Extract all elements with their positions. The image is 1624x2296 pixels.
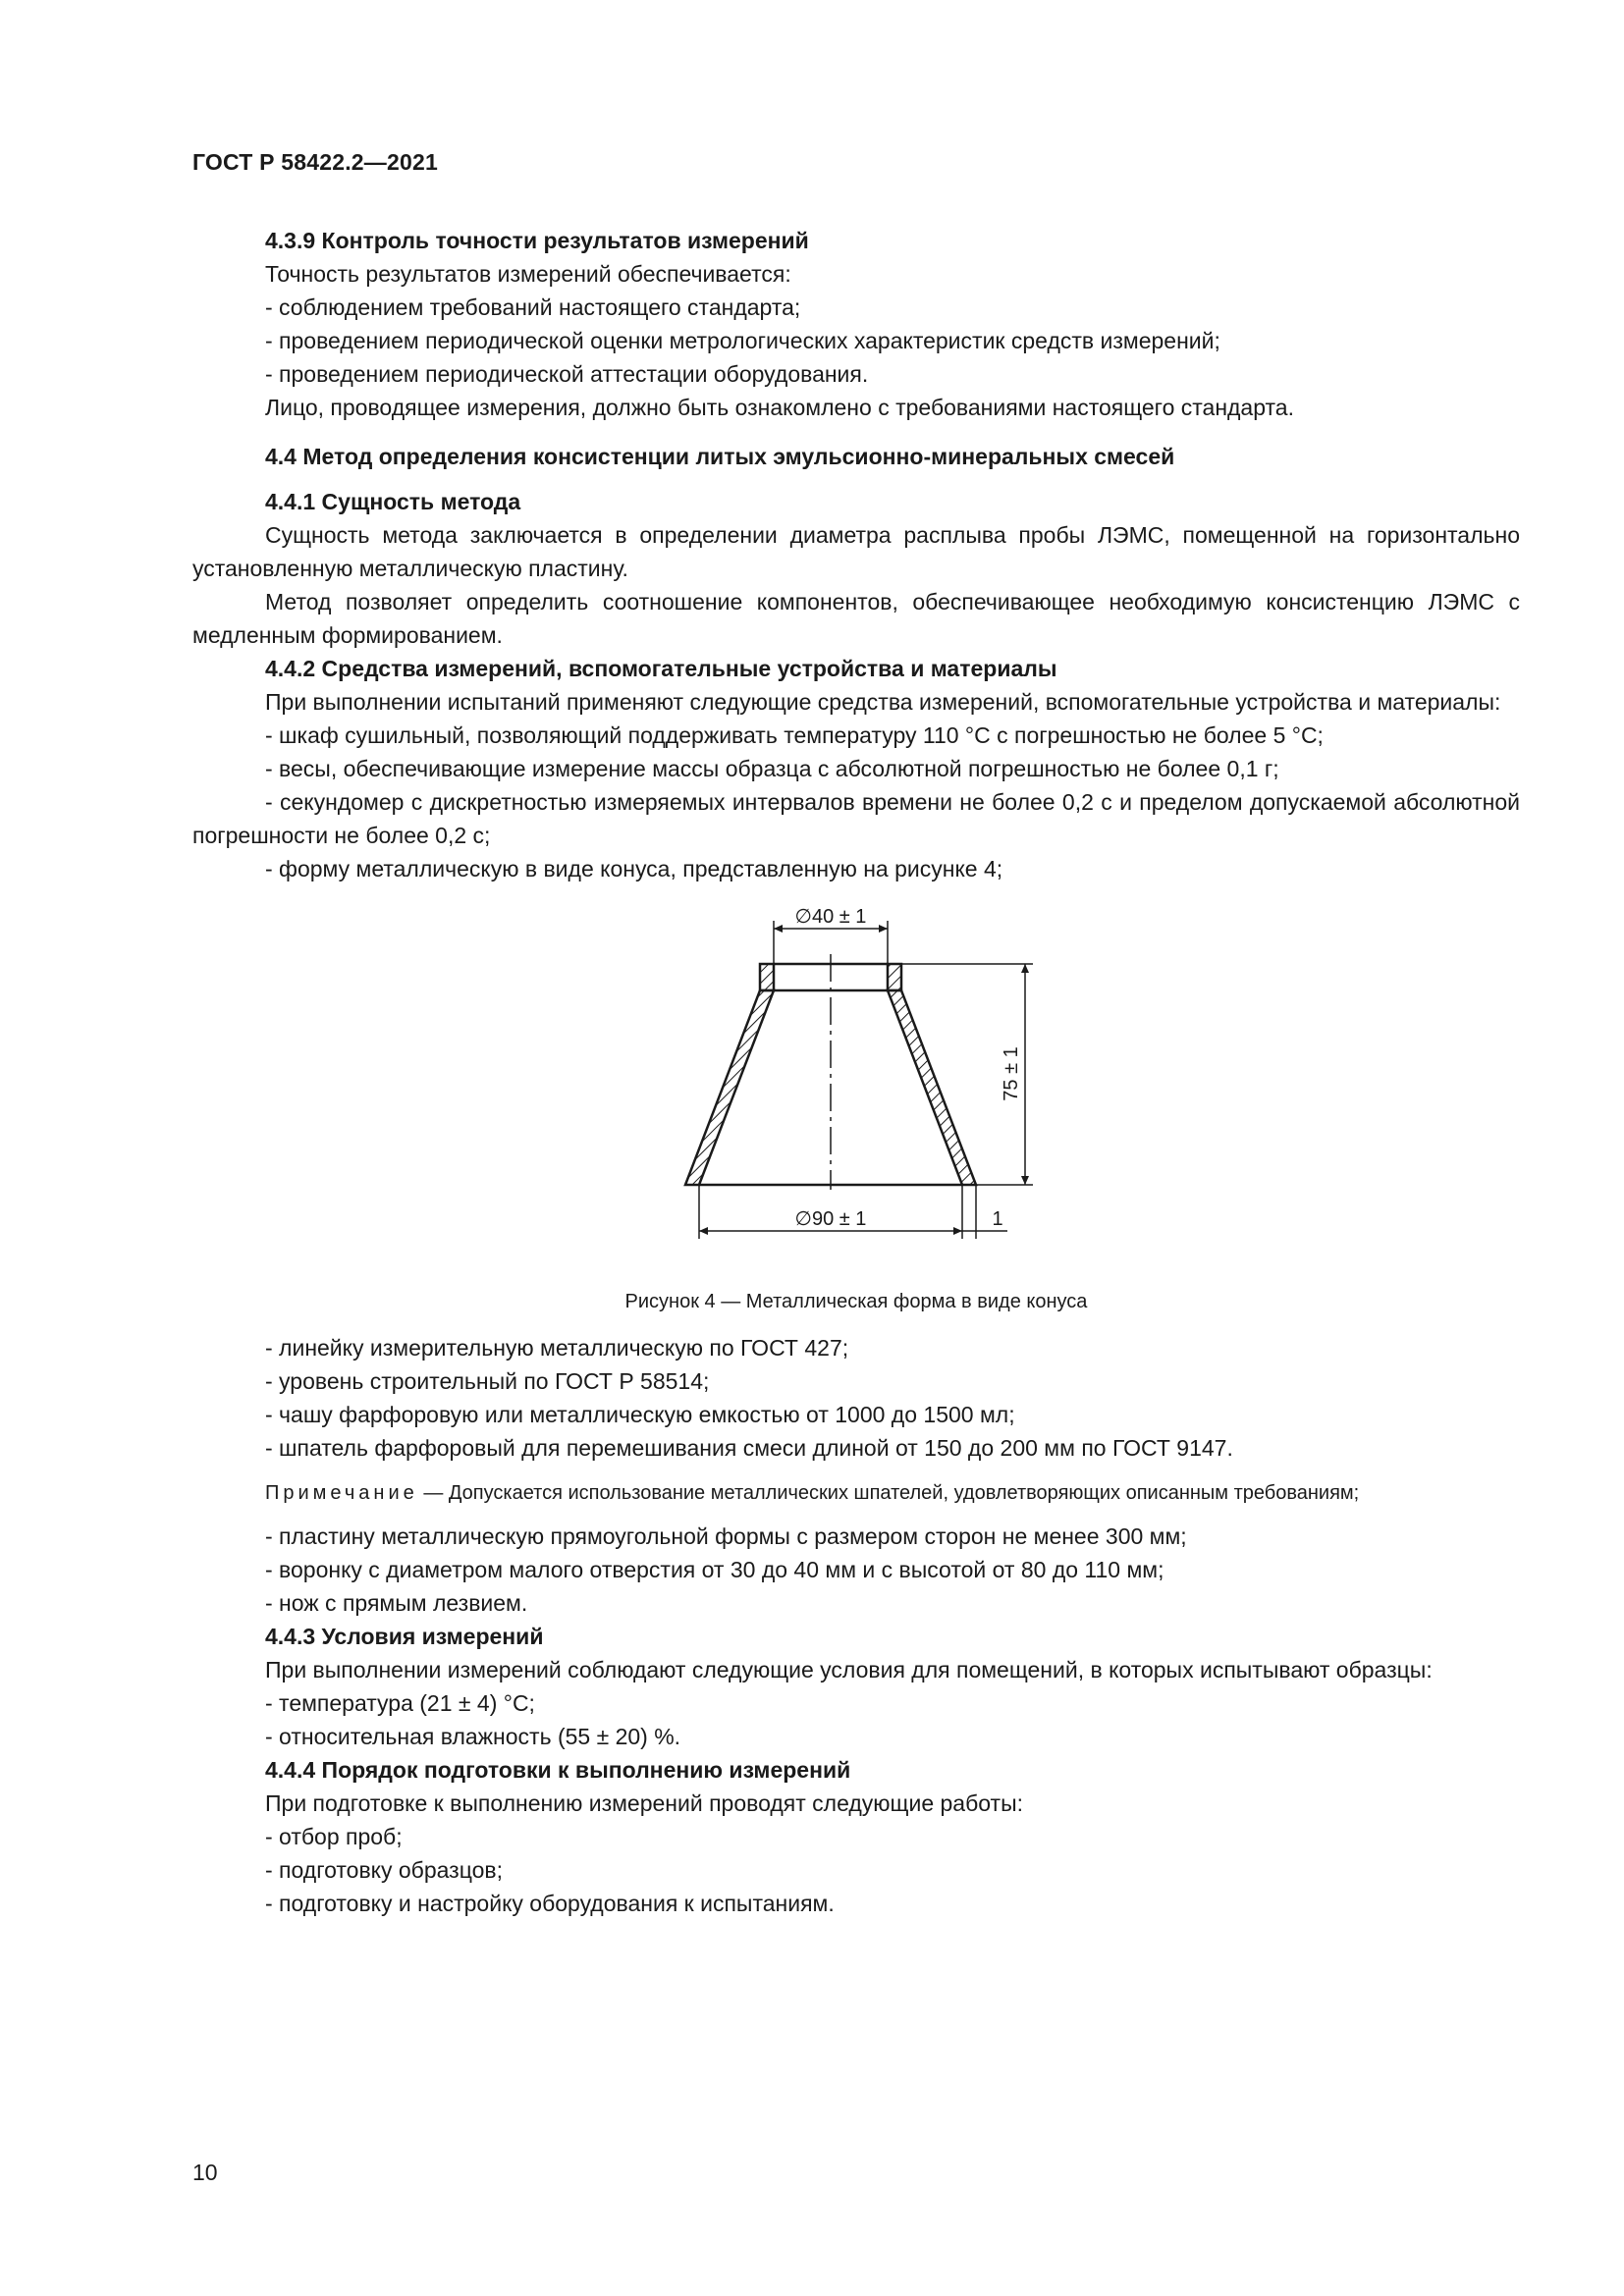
list-item: - соблюдением требований настоящего стандарта; (265, 294, 801, 320)
list-item: - весы, обеспечивающие измерение массы образца с абсолютной погрешностью не более 0,1 г; (265, 756, 1279, 781)
paragraph: Лицо, проводящее измерения, должно быть ознакомлено с требованиями настоящего стандарта. (265, 395, 1294, 420)
list-item: - форму металлическую в виде конуса, представленную на рисунке 4; (265, 856, 1003, 881)
list-item: - нож с прямым лезвием. (265, 1590, 528, 1616)
paragraph: Сущность метода заключается в определении диаметра расплыва пробы ЛЭМС, помещенной на горизонтально установленную металлическую пластину. (192, 522, 1520, 581)
wall-thickness-label: 1 (992, 1208, 1003, 1230)
list-item: - уровень строительный по ГОСТ Р 58514; (265, 1368, 710, 1394)
heading-4-3-9: 4.3.9 Контроль точности результатов измерений (265, 228, 809, 253)
heading-4-4: 4.4 Метод определения консистенции литых эмульсионно-минеральных смесей (265, 444, 1175, 469)
list-item: - шпатель фарфоровый для перемешивания смеси длиной от 150 до 200 мм по ГОСТ 9147. (265, 1435, 1233, 1461)
list-item: - проведением периодической аттестации оборудования. (265, 361, 869, 387)
list-item: - отбор проб; (265, 1824, 403, 1849)
list-item: - шкаф сушильный, позволяющий поддерживать температуру 110 °С с погрешностью не более 5 °С; (265, 722, 1324, 748)
heading-4-4-2: 4.4.2 Средства измерений, вспомогательные устройства и материалы (265, 656, 1057, 681)
list-item: - чашу фарфоровую или металлическую емкостью от 1000 до 1500 мл; (265, 1402, 1015, 1427)
height-label: 75 ± 1 (1001, 1046, 1022, 1101)
paragraph: При выполнении испытаний применяют следующие средства измерений, вспомогательные устройства и материалы: (265, 689, 1501, 715)
list-item: - воронку с диаметром малого отверстия от 30 до 40 мм и с высотой от 80 до 110 мм; (265, 1557, 1164, 1582)
document-header: ГОСТ Р 58422.2—2021 (192, 149, 438, 175)
list-item: - подготовку образцов; (265, 1857, 504, 1883)
list-item: - подготовку и настройку оборудования к испытаниям. (265, 1891, 835, 1916)
note-label: Примечание (265, 1482, 418, 1504)
list-item: - линейку измерительную металлическую по ГОСТ 427; (265, 1335, 849, 1361)
cone-drawing (192, 895, 1520, 1288)
list-item: - относительная влажность (55 ± 20) %. (265, 1724, 681, 1749)
list-item: - пластину металлическую прямоугольной формы с размером сторон не менее 300 мм; (265, 1523, 1187, 1549)
list-item: - температура (21 ± 4) °С; (265, 1690, 535, 1716)
figure-caption: Рисунок 4 — Металлическая форма в виде конуса (624, 1291, 1088, 1312)
cone-form-figure (192, 895, 1520, 1288)
page-content (192, 224, 1520, 1920)
top-diameter-label: ∅40 ± 1 (794, 906, 867, 928)
note (192, 1478, 1520, 1508)
dimension-lines (699, 921, 1033, 1239)
list-item: - секундомер с дискретностью измеряемых интервалов времени не более 0,2 с и пределом допускаемой абсолютной погрешности не более 0,2 с; (192, 789, 1520, 848)
note-text: — Допускается использование металлических шпателей, удовлетворяющих описанным требованиям; (417, 1482, 1360, 1504)
paragraph: При подготовке к выполнению измерений проводят следующие работы: (265, 1790, 1024, 1816)
paragraph: Метод позволяет определить соотношение компонентов, обеспечивающее необходимую консистенцию ЛЭМС с медленным формированием. (192, 589, 1520, 648)
paragraph: Точность результатов измерений обеспечивается: (265, 261, 791, 287)
page-number: 10 (192, 2160, 218, 2185)
heading-4-4-4: 4.4.4 Порядок подготовки к выполнению измерений (265, 1757, 851, 1783)
heading-4-4-3: 4.4.3 Условия измерений (265, 1624, 544, 1649)
bottom-diameter-label: ∅90 ± 1 (794, 1208, 867, 1230)
paragraph: При выполнении измерений соблюдают следующие условия для помещений, в которых испытывают образцы: (265, 1657, 1433, 1682)
list-item: - проведением периодической оценки метрологических характеристик средств измерений; (265, 328, 1220, 353)
heading-4-4-1: 4.4.1 Сущность метода (265, 489, 521, 514)
